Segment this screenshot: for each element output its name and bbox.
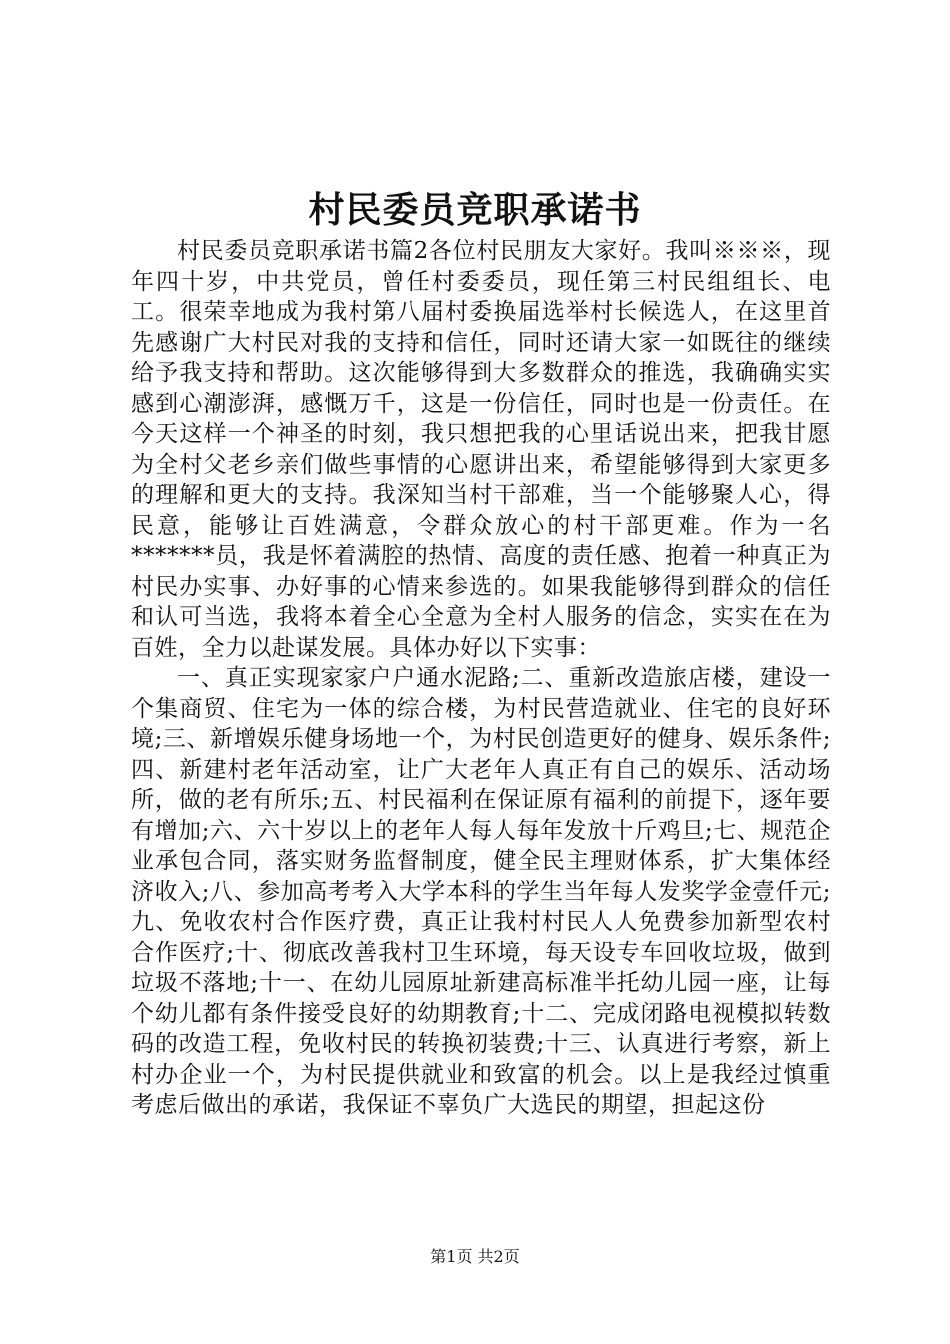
document-body [131,236,831,1121]
paragraph-commitments: 一、真正实现家家户户通水泥路;二、重新改造旅店楼，建设一个集商贸、住宅为一体的综合楼，为村民营造就业、住宅的良好环境;三、新增娱乐健身场地一个，为村民创造更好的健身、娱乐条件;四、新建村老年活动室，让广大老年人真正有自己的娱乐、活动场所，做的老有所乐;五、村民福利在保证原有福利的前提下，逐年要有增加;六、六十岁以上的老年人每人每年发放十斤鸡旦;七、规范企业承包合同，落实财务监督制度，健全民主理财体系，扩大集体经济收入;八、参加高考考入大学本科的学生当年每人发奖学金壹仟元;九、免收农村合作医疗费，真正让我村村民人人免费参加新型农村合作医疗;十、彻底改善我村卫生环境，每天设专车回收垃圾，做到垃圾不落地;十一、在幼儿园原址新建高标准半托幼儿园一座，让每个幼儿都有条件接受良好的幼期教育;十二、完成闭路电视模拟转数码的改造工程，免收村民的转换初装费;十三、认真进行考察，新上村办企业一个，为村民提供就业和致富的机会。以上是我经过慎重考虑后做出的承诺，我保证不辜负广大选民的期望，担起这份 [131,665,831,1118]
paragraph-intro: 村民委员竞职承诺书篇2各位村民朋友大家好。我叫※※※，现年四十岁，中共党员，曾任村委委员，现任第三村民组组长、电工。很荣幸地成为我村第八届村委换届选举村长候选人，在这里首先感谢广大村民对我的支持和信任，同时还请大家一如既往的继续给予我支持和帮助。这次能够得到大多数群众的推选，我确确实实感到心潮澎湃，感慨万千，这是一份信任，同时也是一份责任。在今天这样一个神圣的时刻，我只想把我的心里话说出来，把我甘愿为全村父老乡亲们做些事情的心愿讲出来，希望能够得到大家更多的理解和更大的支持。我深知当村干部难，当一个能够聚人心，得民意，能够让百姓满意，令群众放心的村干部更难。作为一名*******员，我是怀着满腔的热情、高度的责任感、抱着一种真正为村民办实事、办好事的心情来参选的。如果我能够得到群众的信任和认可当选，我将本着全心全意为全村人服务的信念，实实在在为百姓，全力以赴谋发展。具体办好以下实事： [131,238,831,661]
document-title: 村民委员竞职承诺书 [308,189,642,231]
page-footer: 第1页 共2页 [430,1247,520,1266]
